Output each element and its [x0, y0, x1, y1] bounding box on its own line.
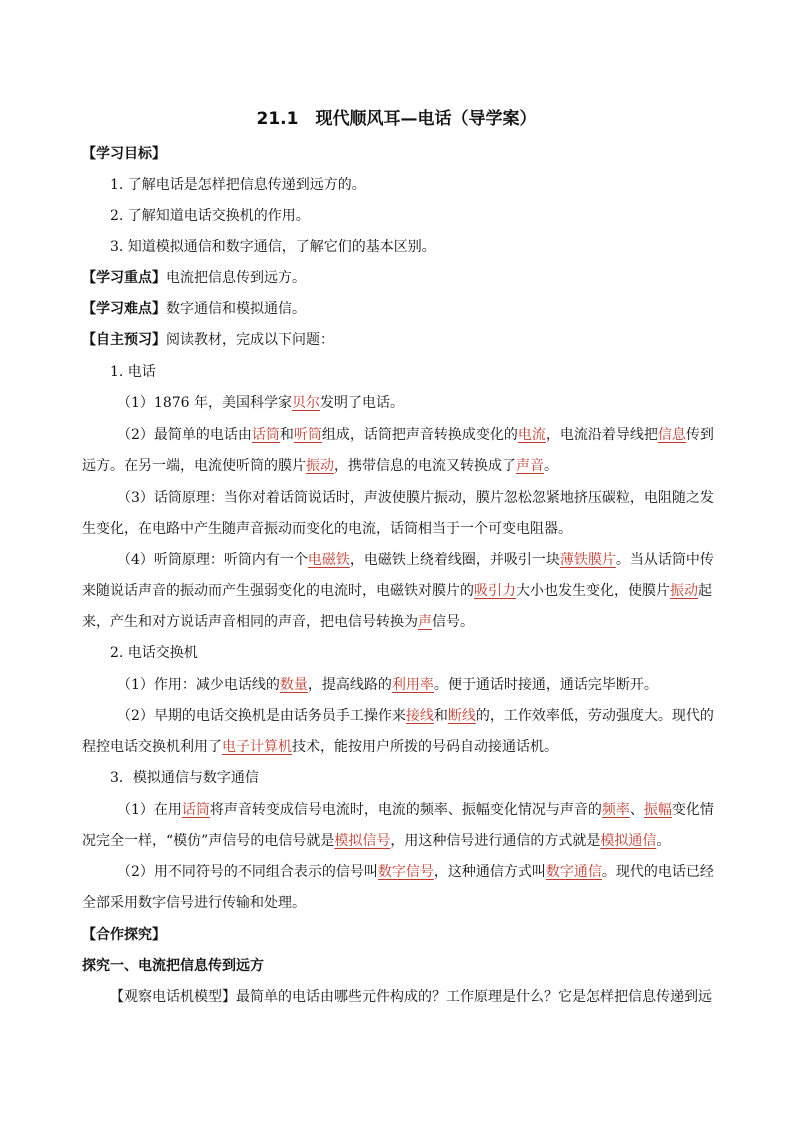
preview-row [82, 332, 714, 348]
text: （4）听筒原理：听筒内有一个 [117, 552, 308, 568]
text: ，这种通信方式叫 [433, 864, 546, 880]
text: 信号。 [432, 614, 474, 630]
text: 。当从话筒中传 [615, 552, 714, 568]
earpiece-principle-line3 [82, 614, 714, 630]
text: （1）作用：减少电话线的 [117, 677, 280, 693]
goal-item-2: 2. 了解知道电话交换机的作用。 [110, 208, 310, 224]
key-point-row [82, 270, 714, 286]
text: ，电流沿着导线把 [545, 427, 658, 443]
answer: 贝尔 [292, 395, 320, 411]
analog-p1-line1 [117, 802, 749, 818]
answer: 断线 [447, 708, 476, 724]
text: 。 [544, 458, 558, 474]
answer: 接线 [405, 708, 434, 724]
answer: 声音 [516, 458, 544, 474]
text: ，提高线路的 [307, 677, 392, 693]
analog-p1-line2 [82, 833, 714, 849]
text: 大小也发生变化，使膜片 [516, 583, 670, 599]
text: 。便于通话时接通，通话完毕断开。 [433, 677, 658, 693]
answer: 频率 [601, 802, 630, 818]
answer: 振幅 [643, 802, 672, 818]
digital-p2-line2: 全部采用数字信号进行传输和处理。 [82, 895, 306, 911]
answer: 模拟信号 [334, 833, 391, 849]
answer: 数字信号 [377, 864, 434, 880]
answer: 利用率 [391, 677, 434, 693]
text: 变化情 [671, 802, 714, 818]
answer: 话筒 [251, 427, 280, 443]
key-point-heading: 【学习重点】 [82, 270, 166, 286]
section-exchange-heading: 2. 电话交换机 [110, 645, 198, 661]
answer: 声 [418, 614, 432, 630]
text: ，携带信息的电流又转换成了 [334, 458, 516, 474]
observe-text: 最简单的电话由哪些元件构成的？工作原理是什么？它是怎样把信息传递到远 [236, 989, 712, 1005]
answer: 薄铁膜片 [559, 552, 616, 568]
observe-heading: 【观察电话机模型】 [110, 989, 236, 1005]
goal-item-3: 3. 知道模拟通信和数字通信，了解它们的基本区别。 [110, 239, 436, 255]
answer: 模拟通信 [600, 833, 657, 849]
text: 。 [656, 833, 671, 849]
text: 传到 [685, 427, 714, 443]
text: 发明了电话。 [320, 395, 404, 411]
microphone-principle-line1: （3）话筒原理：当你对着话筒说话时，声波使膜片振动，膜片忽松忽紧地挤压碳粒，电阻随之发 [117, 490, 714, 506]
text: 来随说话声音的振动而产生强弱变化的电流时，电磁铁对膜片的 [82, 583, 474, 599]
text: 将声音转变成信号电流时，电流的频率、振幅变化情况与声音的 [209, 802, 602, 818]
text: 组成，话筒把声音转换成变化的 [321, 427, 518, 443]
text: （1）1876 年，美国科学家 [117, 395, 292, 411]
microphone-principle-line2: 生变化，在电路中产生随声音振动而变化的电流，话筒相当于一个可变电阻器。 [82, 521, 572, 537]
answer: 数字通信 [545, 864, 602, 880]
text: 。现代的电话已经 [601, 864, 714, 880]
exchange-p2-line2 [82, 739, 714, 755]
text: 和 [279, 427, 294, 443]
explore-one-heading: 探究一、电流把信息传到远方 [82, 958, 264, 974]
preview-text: 阅读教材，完成以下问题： [166, 332, 334, 348]
difficulty-text: 数字通信和模拟通信。 [166, 301, 306, 317]
section-telephone-heading: 1. 电话 [110, 364, 156, 380]
section-analog-digital-heading: 3．模拟通信与数字通信 [110, 770, 259, 786]
text: 来，产生和对方说话声音相同的声音，把电信号转换为 [82, 614, 418, 630]
answer: 吸引力 [474, 583, 516, 599]
text: 起 [698, 583, 712, 599]
answer: 电子计算机 [222, 739, 292, 755]
text: （2）用不同符号的不同组合表示的信号叫 [117, 864, 378, 880]
earpiece-principle-line1 [117, 552, 749, 568]
difficulty-row [82, 301, 714, 317]
text: （1）在用 [117, 802, 182, 818]
answer: 电磁铁 [307, 552, 350, 568]
text: 况完全一样，“模仿”声信号的电信号就是 [82, 833, 335, 849]
answer: 听筒 [293, 427, 322, 443]
answer: 电流 [517, 427, 546, 443]
goal-item-1: 1. 了解电话是怎样把信息传递到远方的。 [110, 177, 366, 193]
text: ，电磁铁上绕着线圈，并吸引一块 [349, 552, 560, 568]
text: 程控电话交换机利用了 [82, 739, 222, 755]
observe-row [110, 989, 742, 1005]
exchange-p2-line1 [117, 708, 749, 724]
text: 远方。在另一端，电流使听筒的膜片 [82, 458, 306, 474]
earpiece-principle-line2 [82, 583, 714, 599]
answer: 信息 [657, 427, 686, 443]
text: 、 [629, 802, 644, 818]
text: （2）早期的电话交换机是由话务员手工操作来 [117, 708, 406, 724]
text: 技术，能按用户所拨的号码自动接通话机。 [292, 739, 558, 755]
answer: 振动 [670, 583, 698, 599]
telephone-p1 [117, 395, 749, 411]
difficulty-heading: 【学习难点】 [82, 301, 166, 317]
answer: 数量 [279, 677, 308, 693]
text: ，用这种信号进行通信的方式就是 [390, 833, 601, 849]
answer: 振动 [306, 458, 334, 474]
text: 的，工作效率低，劳动强度大。现代的 [475, 708, 714, 724]
preview-heading: 【自主预习】 [82, 332, 166, 348]
exchange-p1 [117, 677, 749, 693]
cooperation-heading: 【合作探究】 [82, 927, 166, 943]
telephone-p2-line1 [117, 427, 749, 443]
key-point-text: 电流把信息传到远方。 [166, 270, 306, 286]
page-title: 21.1 现代顺风耳—电话（导学案） [256, 109, 537, 129]
answer: 话筒 [181, 802, 210, 818]
goals-heading: 【学习目标】 [82, 146, 166, 162]
text: 和 [433, 708, 448, 724]
digital-p2-line1 [117, 864, 749, 880]
telephone-p2-line2 [82, 458, 714, 474]
text: （2）最简单的电话由 [117, 427, 252, 443]
